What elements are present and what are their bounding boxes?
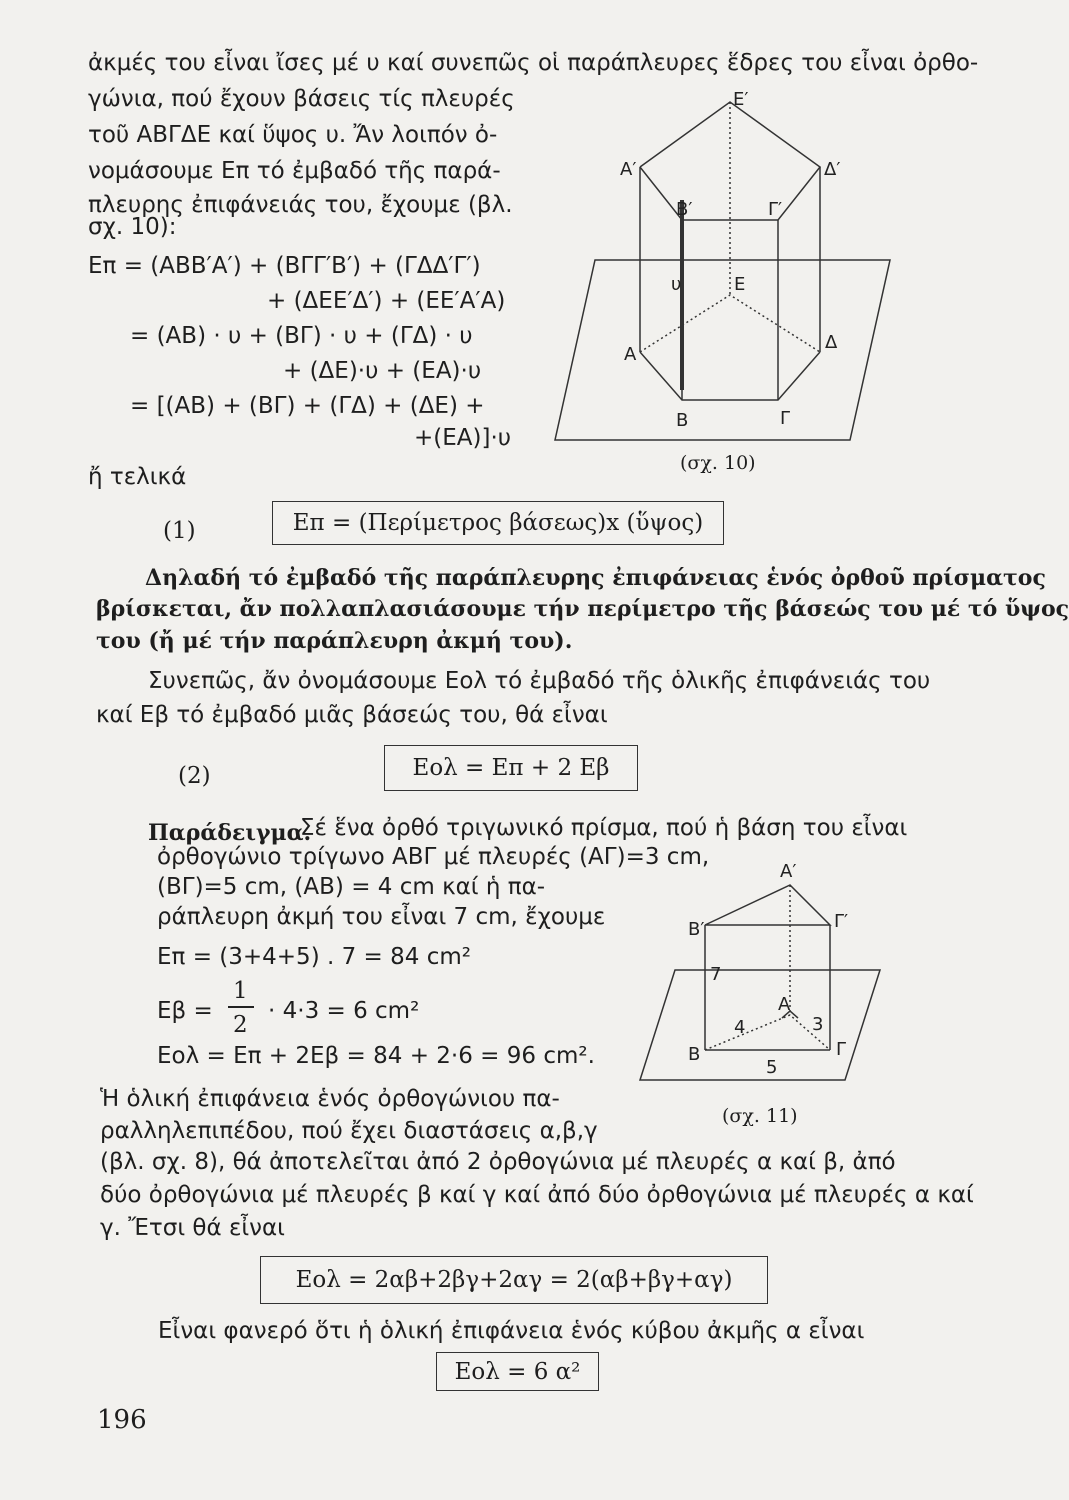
intro-line-4: νομάσουμε Eπ τό ἐμβαδό τῆς παρά- — [88, 158, 501, 184]
fig10-label-D-top: Δ′ — [824, 159, 841, 180]
formula-3-text: Eολ = 2αβ+2βγ+2αγ = 2(αβ+βγ+αγ) — [295, 1267, 733, 1293]
fig10-label-G-top: Γ′ — [768, 199, 783, 220]
fraction-bar — [228, 1006, 254, 1008]
intro-line-5: πλευρης ἐπιφάνειάς του, ἔχουμε (βλ. — [88, 192, 513, 218]
intro-line-6: σχ. 10): — [88, 214, 177, 240]
fig10-label-u: υ — [671, 274, 682, 295]
rule-line-3: του (ἤ μέ τήν παράπλευρη ἀκμή του). — [96, 628, 573, 654]
formula-4-text: Eολ = 6 α² — [454, 1358, 581, 1385]
cuboid-line-2: ραλληλεπιπέδου, πού ἔχει διαστάσεις α,β,γ — [100, 1118, 598, 1144]
example-calc-2-numerator: 1 — [233, 978, 248, 1004]
fig11-label-B-top: Β′ — [688, 919, 705, 940]
cuboid-line-3: (βλ. σχ. 8), θά ἀποτελεῖται ἀπό 2 ὀρθογώνια μέ πλευρές α καί β, ἀπό — [100, 1149, 896, 1175]
example-calc-1: Eπ = (3+4+5) . 7 = 84 cm² — [157, 944, 471, 970]
fig10-caption: (σχ. 10) — [680, 452, 756, 474]
fig10-label-B: Β — [676, 410, 689, 431]
cuboid-line-1: Ἡ ὁλική ἐπιφάνεια ἑνός ὀρθογώνιου πα- — [100, 1086, 560, 1112]
fig11-label-A: Α — [778, 994, 791, 1015]
fig10-plane — [555, 260, 890, 440]
fig10-label-D: Δ — [825, 332, 838, 353]
cuboid-line-5: γ. Ἔτσι θά εἶναι — [100, 1215, 285, 1241]
fig11-label-four: 4 — [734, 1017, 746, 1038]
intro-line-1: ἀκμές του εἶναι ἴσες μέ υ καί συνεπῶς οἱ παράπλευρες ἕδρες του εἶναι ὀρθο- — [88, 50, 979, 76]
cube-line: Εἶναι φανερό ὅτι ἡ ὁλική ἐπιφάνεια ἑνός κύβου ἀκμῆς α εἶναι — [158, 1318, 865, 1344]
derivation-line-5: = [(AB) + (BΓ) + (ΓΔ) + (ΔΕ) + — [130, 393, 485, 419]
rule-line-2: βρίσκεται, ἄν πολλαπλασιάσουμε τήν περίμετρο τῆς βάσεώς του μέ τό ὕψος — [96, 596, 1069, 622]
formula-4-box — [436, 1352, 599, 1391]
fig10-label-B-top: Β′ — [676, 199, 693, 220]
formula-2-text: Eολ = Eπ + 2 Eβ — [412, 755, 610, 781]
figure-11-triangular-prism — [630, 855, 890, 1095]
example-title: Παράδειγμα. — [148, 820, 312, 846]
cuboid-line-4: δύο ὀρθογώνια μέ πλευρές β καί γ καί ἀπό δύο ὀρθογώνια μέ πλευρές α καί — [100, 1182, 974, 1208]
example-calc-2-left: Eβ = — [157, 998, 213, 1024]
derivation-line-4: + (ΔΕ)·υ + (ΕΑ)·υ — [283, 358, 482, 384]
fig11-caption: (σχ. 11) — [722, 1105, 798, 1127]
fig10-label-A: Α — [624, 344, 637, 365]
derivation-line-2: + (ΔΕΕ′Δ′) + (ΕΕ′Α′Α) — [267, 288, 506, 314]
formula-2-box — [384, 745, 638, 791]
fig11-label-B: Β — [688, 1044, 701, 1065]
rule-line-1: Δηλαδή τό ἐμβαδό τῆς παράπλευρης ἐπιφάνειας ἑνός ὀρθοῦ πρίσματος — [145, 565, 1046, 591]
formula-2-number: (2) — [178, 763, 211, 789]
fig11-label-seven: 7 — [710, 964, 722, 985]
fig11-plane — [640, 970, 880, 1080]
fig11-label-three: 3 — [812, 1014, 824, 1035]
derivation-line-3: = (AB) · υ + (BΓ) · υ + (ΓΔ) · υ — [130, 323, 473, 349]
figure-10-pentagonal-prism — [540, 90, 910, 480]
example-line-4: ράπλευρη ἀκμή του εἶναι 7 cm, ἔχουμε — [157, 904, 606, 930]
example-calc-3: Eολ = Eπ + 2Eβ = 84 + 2·6 = 96 cm². — [157, 1043, 595, 1069]
example-line-2: ὀρθογώνιο τρίγωνο ΑΒΓ μέ πλευρές (ΑΓ)=3 cm, — [157, 844, 710, 870]
fig11-label-G: Γ — [836, 1039, 847, 1060]
fig10-label-A-top: Α′ — [620, 159, 637, 180]
derivation-line-1: Eπ = (ABB′A′) + (BΓΓ′B′) + (ΓΔΔ′Γ′) — [88, 253, 481, 279]
formula-1-text: Eπ = (Περίμετρος βάσεως)x (ὕψος) — [292, 510, 704, 536]
fig11-label-five: 5 — [766, 1057, 778, 1078]
fig11-label-A-top: Α′ — [780, 861, 797, 882]
fig10-label-E: Ε — [734, 274, 746, 295]
intro-line-3: τοῦ ΑΒΓΔΕ καί ὕψος υ. Ἄν λοιπόν ὀ- — [88, 122, 498, 148]
derivation-finally: ἤ τελικά — [88, 464, 187, 490]
fig10-label-G: Γ — [780, 408, 791, 429]
example-line-3: (ΒΓ)=5 cm, (ΑΒ) = 4 cm καί ἡ πα- — [157, 874, 546, 900]
formula-1-number: (1) — [163, 518, 196, 544]
total-line-2: καί Eβ τό ἐμβαδό μιᾶς βάσεώς του, θά εἶναι — [96, 702, 608, 728]
total-line-1: Συνεπῶς, ἄν ὀνομάσουμε Eολ τό ἐμβαδό τῆς ὁλικῆς ἐπιφάνειάς του — [148, 668, 931, 694]
example-calc-2-denominator: 2 — [233, 1012, 248, 1038]
derivation-line-6: +(ΕΑ)]·υ — [414, 425, 512, 451]
fig11-label-G-top: Γ′ — [834, 911, 849, 932]
formula-3-box — [260, 1256, 768, 1304]
example-line-1: Σέ ἕνα ὀρθό τριγωνικό πρίσμα, πού ἡ βάση του εἶναι — [300, 815, 908, 841]
example-calc-2-right: · 4·3 = 6 cm² — [268, 998, 420, 1024]
intro-line-2: γώνια, πού ἔχουν βάσεις τίς πλευρές — [88, 86, 515, 112]
page-number: 196 — [97, 1405, 147, 1435]
formula-1-box — [272, 501, 724, 545]
fig10-label-E-top: Ε′ — [733, 89, 749, 110]
